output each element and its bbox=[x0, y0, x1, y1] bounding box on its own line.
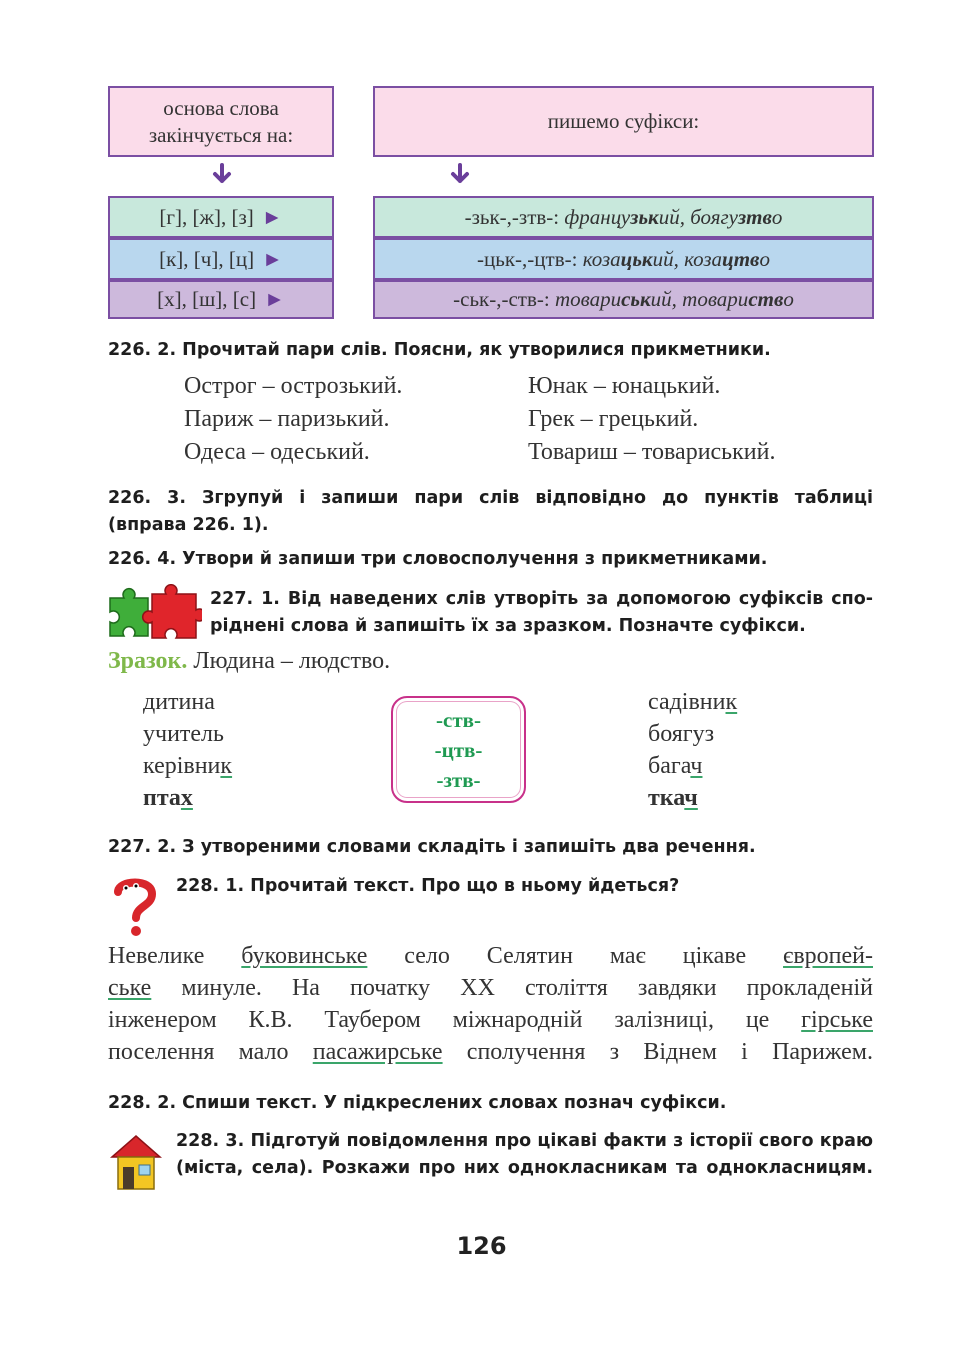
task-228-1-title: 228. 1. Прочитай текст. Про що в ньому йдеться? bbox=[176, 876, 680, 896]
list-item: ткач bbox=[648, 785, 698, 811]
task-228-3-line1: 228. 3. Підготуй повідомлення про цікаві факти з історії свого краю bbox=[176, 1131, 873, 1151]
house-icon bbox=[110, 1133, 162, 1197]
triangle-right-icon: ► bbox=[262, 246, 283, 271]
word-pairs-right bbox=[528, 370, 775, 469]
task-228-3-line2: (міста, села). Розкажи про них однокласникам та однокласницям. bbox=[176, 1158, 873, 1178]
list-item: садівник bbox=[648, 689, 738, 715]
task-226-3-line1: 226. 3. Згрупуй і запиши пари слів відповідно до пунктів таблиці bbox=[108, 488, 873, 508]
list-item: дитина bbox=[143, 689, 215, 715]
row-2-sounds: [к], [ч], [ц] bbox=[159, 246, 255, 271]
list-item: птах bbox=[143, 785, 193, 811]
sample-label: Зразок. bbox=[108, 648, 188, 674]
text-line: Невелике буковинське село Селятин має цікаве європей- bbox=[108, 943, 873, 969]
question-mark-icon bbox=[110, 876, 160, 942]
row-1-suffix: -зьк-,-зтв-: bbox=[464, 204, 560, 229]
row-3-example-1: товариський, bbox=[554, 287, 677, 311]
list-item: боягуз bbox=[648, 721, 715, 747]
page-number: 126 bbox=[456, 1232, 507, 1260]
word-pair: Острог – острозький. bbox=[184, 373, 403, 399]
reading-text bbox=[108, 940, 873, 1068]
row-3-example-2: товариство bbox=[682, 287, 794, 311]
triangle-right-icon: ► bbox=[264, 287, 285, 311]
row-1-example-2: боягузтво bbox=[690, 204, 783, 229]
word-pairs-left bbox=[184, 370, 402, 469]
word-pair: Одеса – одеський. bbox=[184, 439, 370, 465]
list-item: керівник bbox=[143, 753, 233, 779]
word-pair: Юнак – юнацький. bbox=[528, 373, 721, 399]
row-1-right-cell bbox=[373, 196, 874, 238]
suffix-label: -ств- bbox=[436, 707, 481, 732]
row-1-example-1: французький, bbox=[564, 204, 685, 229]
text-line: інженером К.В. Таубером міжнародній залізниці, це гірське bbox=[108, 1007, 873, 1033]
row-2-suffix: -цьк-,-цтв-: bbox=[477, 246, 578, 271]
text-line: поселення мало пасажирське сполучення з Віднем і Парижем. bbox=[108, 1039, 873, 1065]
header-left-cell bbox=[108, 86, 334, 157]
words-left-column bbox=[143, 686, 232, 814]
suffix-label: -зтв- bbox=[436, 767, 481, 792]
row-2-example-2: козацтво bbox=[684, 246, 770, 271]
task-226-2-title: 226. 2. Прочитай пари слів. Поясни, як утворилися прикметники. bbox=[108, 340, 771, 360]
puzzle-icon bbox=[106, 584, 202, 650]
task-226-3-line2: (вправа 226. 1). bbox=[108, 515, 269, 535]
task-227-2: 227. 2. З утвореними словами складіть і запишіть два речення. bbox=[108, 837, 756, 857]
row-3-sounds: [х], [ш], [с] bbox=[157, 287, 257, 311]
words-right-column bbox=[648, 686, 737, 814]
row-1-sounds: [г], [ж], [з] bbox=[159, 204, 254, 229]
row-3-suffix: -ськ-,-ств-: bbox=[453, 287, 550, 311]
down-arrow-icon bbox=[211, 163, 233, 190]
text-line: ське минуле. На початку XX століття завдяки прокладеній bbox=[108, 975, 873, 1001]
triangle-right-icon: ► bbox=[261, 204, 283, 229]
header-right-text: пишемо суфікси: bbox=[547, 109, 700, 133]
down-arrow-icon bbox=[449, 163, 471, 190]
header-left-text: основа слова закінчується на: bbox=[148, 95, 294, 147]
row-1-left-cell bbox=[108, 196, 334, 238]
word-pair: Париж – паризький. bbox=[184, 406, 390, 432]
task-228-2: 228. 2. Спиши текст. У підкреслених словах познач суфікси. bbox=[108, 1093, 727, 1113]
list-item: учитель bbox=[143, 721, 224, 747]
word-pair: Товариш – товариський. bbox=[528, 439, 776, 465]
row-3-left-cell bbox=[108, 280, 334, 319]
sample-line bbox=[108, 648, 390, 675]
header-right-cell bbox=[373, 86, 874, 157]
word-pair: Грек – грецький. bbox=[528, 406, 699, 432]
suffix-label: -цтв- bbox=[434, 737, 483, 762]
row-2-example-1: козацький, bbox=[582, 246, 679, 271]
list-item: багач bbox=[648, 753, 703, 779]
row-3-right-cell bbox=[373, 280, 874, 319]
task-227-1-line2: ріднені слова й запишіть їх за зразком. Позначте суфікси. bbox=[210, 616, 806, 636]
task-227-1-line1: 227. 1. Від наведених слів утворіть за допомогою суфіксів спо- bbox=[210, 589, 873, 609]
suffix-box bbox=[391, 696, 526, 803]
row-2-left-cell bbox=[108, 238, 334, 280]
row-2-right-cell bbox=[373, 238, 874, 280]
task-226-4: 226. 4. Утвори й запиши три словосполучення з прикметниками. bbox=[108, 549, 768, 569]
sample-text: Людина – людство. bbox=[193, 648, 391, 674]
